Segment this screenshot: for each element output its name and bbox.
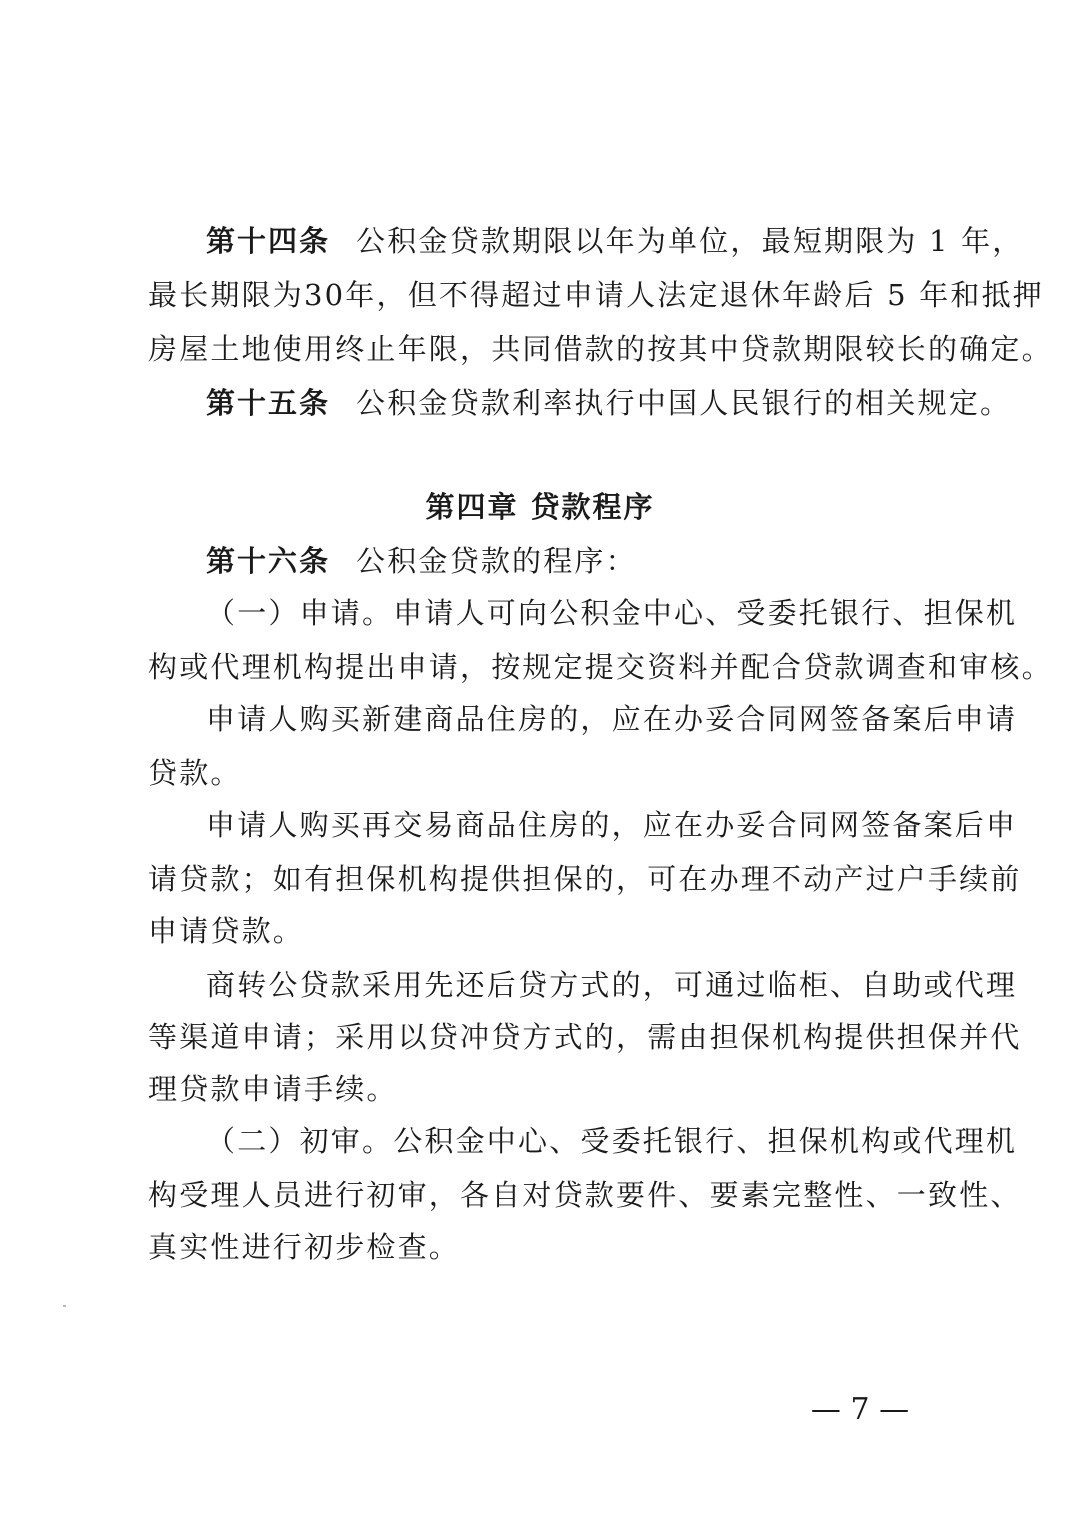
article-14-text-1: 公积金贷款期限以年为单位，最短期限为 1 年， — [356, 224, 1024, 258]
article-16-line-1 — [206, 534, 948, 588]
article-14-label: 第十四条 — [206, 224, 331, 258]
article-16-para-2-line-1: 申请人购买新建商品住房的，应在办妥合同网签备案后申请 — [206, 702, 1018, 736]
article-16-para-4-line-1: 商转公贷款采用先还后贷方式的，可通过临柜、自助或代理 — [206, 968, 1018, 1002]
scan-speck — [63, 1305, 66, 1307]
article-14-line-2: 最长期限为30年，但不得超过申请人法定退休年龄后 5 年和抵押 — [148, 278, 1044, 312]
article-16-para-4-line-3: 理贷款申请手续。 — [148, 1072, 398, 1106]
article-15-label: 第十五条 — [206, 386, 331, 420]
article-16-para-3-line-2: 请贷款；如有担保机构提供担保的，可在办理不动产过户手续前 — [148, 862, 1022, 896]
page-number: — 7 — — [810, 1392, 910, 1427]
article-16-para-5-line-3: 真实性进行初步检查。 — [148, 1230, 461, 1264]
article-16-para-4-line-2: 等渠道申请；采用以贷冲贷方式的，需由担保机构提供担保并代 — [148, 1020, 1022, 1054]
article-16-para-1-line-2: 构或代理机构提出申请，按规定提交资料并配合贷款调查和审核。 — [148, 650, 1053, 684]
article-16-text-1: 公积金贷款的程序： — [356, 544, 637, 578]
article-15-text-1: 公积金贷款利率执行中国人民银行的相关规定。 — [356, 386, 1012, 420]
article-16-label: 第十六条 — [206, 544, 331, 578]
article-15-line-1 — [206, 376, 1012, 430]
article-16-para-3-line-3: 申请贷款。 — [148, 914, 305, 948]
article-16-para-5-line-1: （二）初审。公积金中心、受委托银行、担保机构或代理机 — [206, 1124, 1018, 1158]
article-16-para-5-line-2: 构受理人员进行初审，各自对贷款要件、要素完整性、一致性、 — [148, 1178, 1022, 1212]
chapter-4-heading: 第四章 贷款程序 — [425, 490, 655, 524]
article-16-para-3-line-1: 申请人购买再交易商品住房的，应在办妥合同网签备案后申 — [206, 808, 1018, 842]
article-14-line-1 — [206, 214, 1024, 268]
article-16-para-1-line-1: （一）申请。申请人可向公积金中心、受委托银行、担保机 — [206, 596, 1018, 630]
article-16-para-2-line-2: 贷款。 — [148, 756, 242, 790]
article-14-line-3: 房屋土地使用终止年限，共同借款的按其中贷款期限较长的确定。 — [148, 332, 1053, 366]
